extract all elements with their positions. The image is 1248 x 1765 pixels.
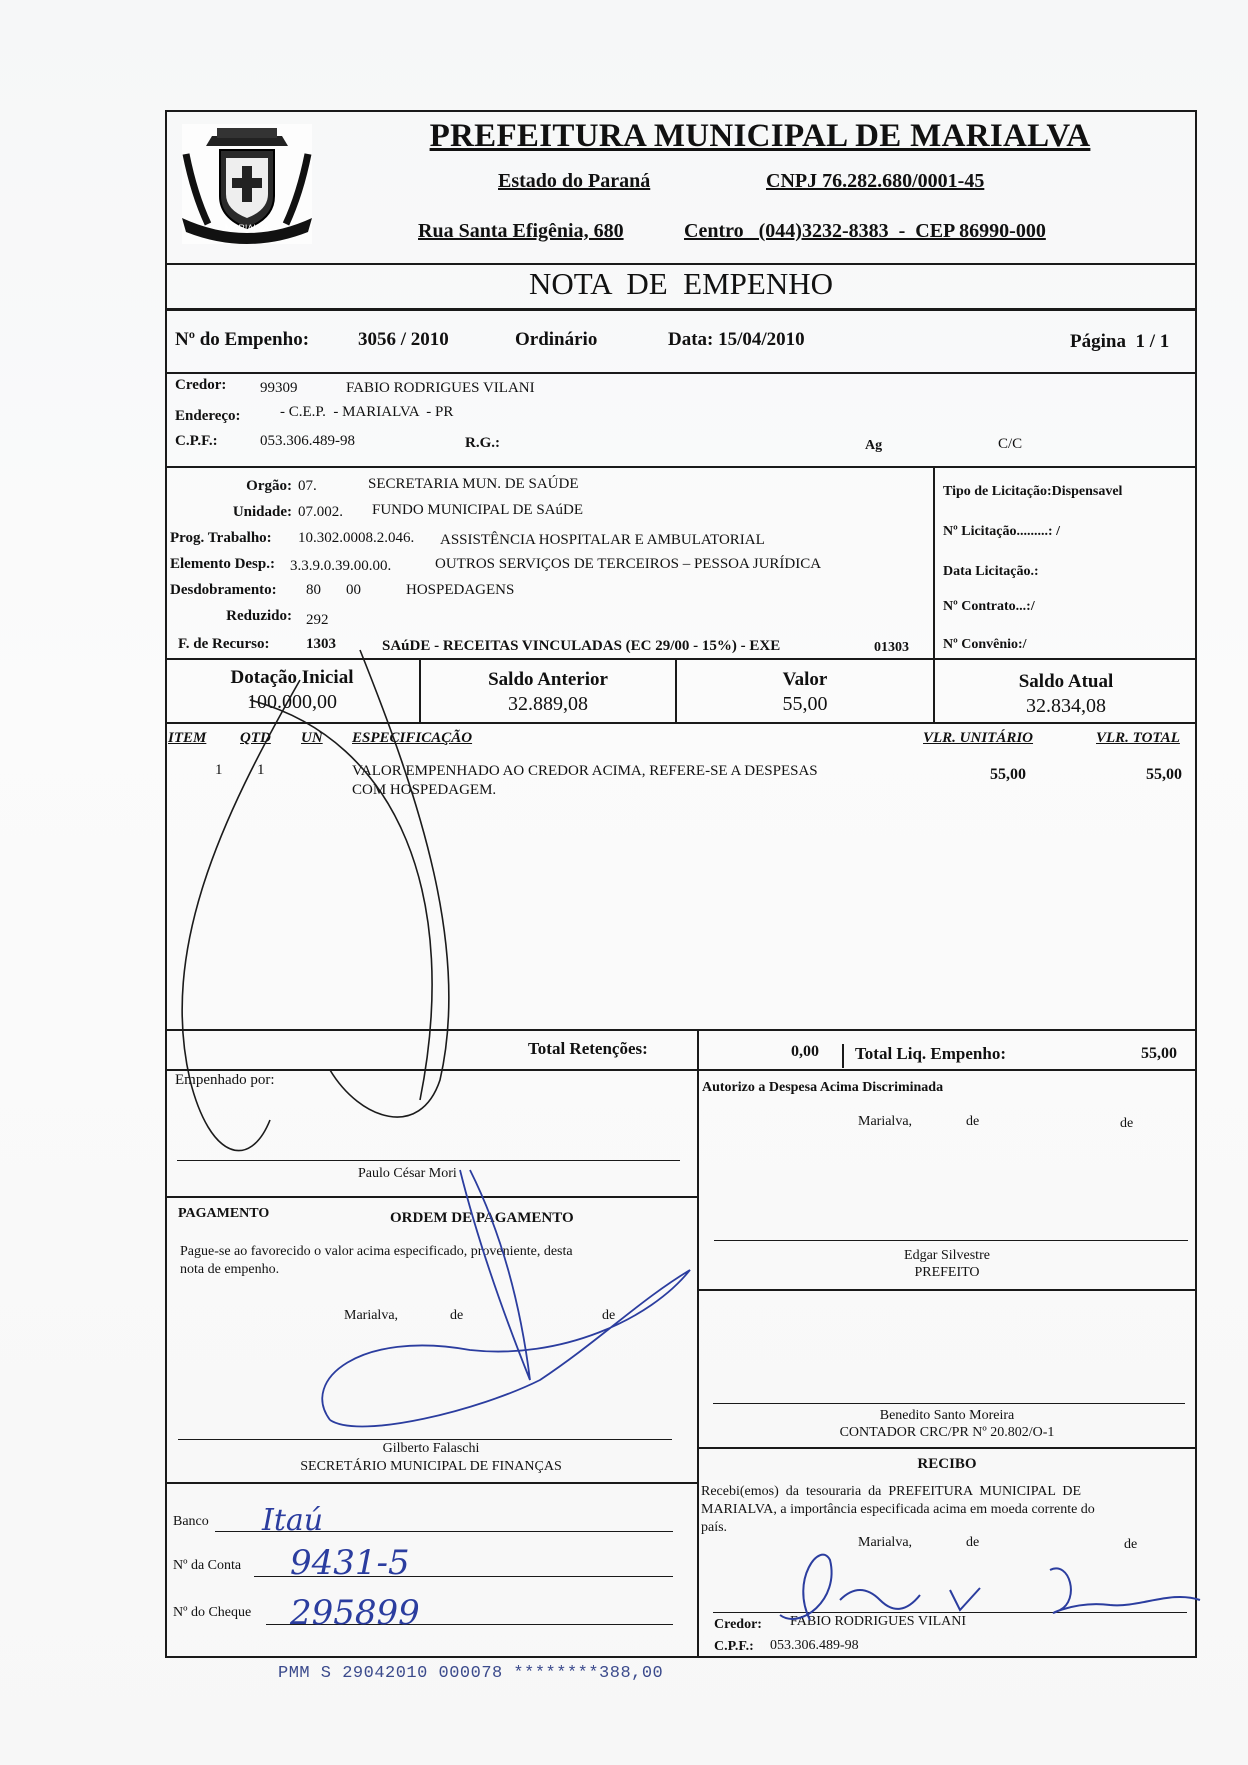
prefeito-role: PREFEITO	[914, 1265, 980, 1280]
banco-handwritten: Itaú	[262, 1503, 324, 1538]
recurso-number: 01303	[874, 640, 909, 655]
col-qtd: QTD	[240, 730, 271, 746]
rg-label: R.G.:	[465, 435, 500, 451]
cheque-handwritten: 295899	[290, 1593, 420, 1633]
empenho-number: 3056 / 2010	[358, 329, 449, 350]
item-qtd: 1	[257, 762, 265, 778]
state-label: Estado do Paraná	[498, 170, 651, 192]
cancel-loop-stroke	[182, 650, 449, 1151]
recurso-code: 1303	[306, 636, 336, 652]
prog-label: Prog. Trabalho:	[170, 530, 272, 546]
col-un: UN	[301, 730, 323, 746]
reduzido-label: Reduzido:	[226, 608, 292, 624]
item-total-value: 55,00	[1146, 766, 1182, 783]
saldo-anterior-label: Saldo Anterior	[488, 669, 608, 690]
pagamento-label: PAGAMENTO	[178, 1206, 270, 1221]
col-especificacao: ESPECIFICAÇÃO	[352, 730, 473, 746]
paid-signature-stroke	[322, 1170, 690, 1426]
recibo-de2: de	[1124, 1537, 1138, 1552]
page-number: Página 1 / 1	[1070, 331, 1170, 352]
credor-name: FABIO RODRIGUES VILANI	[346, 380, 535, 396]
phone-cep-label: Centro (044)3232-8383 - CEP 86990-000	[684, 220, 1046, 242]
licitacao-numero: Nº Licitação.........: /	[943, 524, 1060, 539]
cpf-label: C.P.F.:	[175, 433, 218, 449]
reduzido-value: 292	[306, 612, 329, 628]
recibo-credor-label: Credor:	[714, 1617, 762, 1632]
cashier-stamp: PMM S 29042010 000078 ********388,00	[278, 1664, 664, 1683]
unidade-label: Unidade:	[232, 504, 292, 520]
receipt-signature-stroke	[780, 1555, 1200, 1620]
orgao-value: SECRETARIA MUN. DE SAÚDE	[368, 476, 579, 492]
retencoes-value: 0,00	[791, 1043, 819, 1060]
secretario-role: SECRETÁRIO MUNICIPAL DE FINANÇAS	[300, 1459, 562, 1474]
prog-code: 10.302.0008.2.046.	[298, 530, 415, 546]
autorizo-de1: de	[966, 1114, 980, 1129]
item-number: 1	[215, 762, 223, 778]
contador-role: CONTADOR CRC/PR Nº 20.802/O-1	[839, 1425, 1055, 1440]
prefeito-name: Edgar Silvestre	[904, 1248, 990, 1263]
credor-cpf: 053.306.489-98	[260, 433, 355, 449]
desdob-a: 80	[306, 582, 321, 598]
recibo-line3: país.	[701, 1520, 728, 1535]
dotacao-value: 100.000,00	[247, 691, 337, 713]
item-unit-value: 55,00	[990, 766, 1026, 783]
desdob-label: Desdobramento:	[170, 582, 277, 598]
desdob-b: 00	[346, 582, 361, 598]
saldo-anterior-value: 32.889,08	[508, 693, 588, 715]
address-label: Rua Santa Efigênia, 680	[418, 220, 624, 242]
recibo-line2: MARIALVA, a importância especificada acima em moeda corrente do	[701, 1502, 1095, 1517]
col-item: ITEM	[168, 730, 207, 746]
empenho-label: Nº do Empenho:	[175, 329, 310, 350]
unidade-value: FUNDO MUNICIPAL DE SAúDE	[372, 502, 583, 518]
credor-code: 99309	[260, 380, 298, 396]
elemento-label: Elemento Desp.:	[170, 556, 275, 572]
elemento-value: OUTROS SERVIÇOS DE TERCEIROS – PESSOA JURÍDICA	[435, 556, 822, 572]
autorizo-text: Autorizo a Despesa Acima Discriminada	[702, 1080, 944, 1095]
recibo-de1: de	[966, 1535, 980, 1550]
licitacao-convenio: Nº Convênio:/	[943, 637, 1027, 652]
address-field-label: Endereço:	[175, 408, 241, 424]
total-liq-value: 55,00	[1141, 1045, 1177, 1062]
pagamento-de1: de	[450, 1308, 464, 1323]
contador-name: Benedito Santo Moreira	[879, 1408, 1015, 1423]
conta-handwritten: 9431-5	[290, 1543, 410, 1583]
empenho-kind: Ordinário	[515, 329, 598, 350]
cnpj-label: CNPJ 76.282.680/0001-45	[766, 170, 985, 192]
item-desc-line2: COM HOSPEDAGEM.	[352, 782, 497, 798]
autorizo-de2: de	[1120, 1116, 1134, 1131]
licitacao-data: Data Licitação.:	[943, 564, 1039, 579]
conta-label: Nº da Conta	[173, 1558, 242, 1573]
valor-value: 55,00	[782, 693, 828, 715]
licitacao-tipo: Tipo de Licitação:Dispensavel	[943, 484, 1123, 499]
credor-address: - C.E.P. - MARIALVA - PR	[280, 404, 454, 420]
empenho-date: Data: 15/04/2010	[668, 329, 805, 350]
total-liq-label: Total Liq. Empenho:	[855, 1044, 1006, 1063]
pague-line1: Pague-se ao favorecido o valor acima especificado, proveniente, desta	[180, 1244, 573, 1259]
recibo-credor-name: FABIO RODRIGUES VILANI	[790, 1614, 967, 1629]
recibo-cpf-label: C.P.F.:	[714, 1639, 754, 1654]
pagamento-de2: de	[602, 1308, 616, 1323]
item-desc-line1: VALOR EMPENHADO AO CREDOR ACIMA, REFERE-SE A DESPESAS	[352, 763, 818, 779]
empenhado-name: Paulo César Mori	[358, 1166, 457, 1181]
unidade-code: 07.002.	[298, 504, 343, 520]
col-vlr-total: VLR. TOTAL	[1096, 730, 1180, 746]
secretario-name: Gilberto Falaschi	[382, 1441, 480, 1456]
ordem-pagamento-label: ORDEM DE PAGAMENTO	[390, 1210, 574, 1226]
elemento-code: 3.3.9.0.39.00.00.	[290, 558, 392, 574]
ag-label: Ag	[865, 438, 883, 453]
pague-line2: nota de empenho.	[180, 1262, 280, 1277]
licitacao-contrato: Nº Contrato...:/	[943, 599, 1035, 614]
recibo-label: RECIBO	[917, 1456, 977, 1472]
seal-text: MARIALVA	[224, 223, 270, 233]
saldo-atual-label: Saldo Atual	[1018, 671, 1114, 692]
doc-title: NOTA DE EMPENHO	[528, 266, 834, 301]
dotacao-label: Dotação Inicial	[230, 667, 354, 688]
municipality-title: PREFEITURA MUNICIPAL DE MARIALVA	[429, 118, 1091, 154]
retencoes-label: Total Retenções:	[528, 1039, 648, 1058]
desdob-value: HOSPEDAGENS	[406, 582, 515, 598]
cheque-label: Nº do Cheque	[173, 1605, 252, 1620]
orgao-code: 07.	[298, 478, 317, 494]
cc-label: C/C	[998, 436, 1023, 452]
recurso-label: F. de Recurso:	[178, 636, 270, 652]
recibo-line1: Recebi(emos) da tesouraria da PREFEITURA MUNICIPAL DE	[701, 1484, 1082, 1499]
recibo-city: Marialva,	[858, 1535, 913, 1550]
valor-label: Valor	[782, 669, 828, 690]
orgao-label: Orgão:	[246, 478, 292, 494]
credor-label: Credor:	[175, 377, 227, 393]
recibo-cpf: 053.306.489-98	[770, 1638, 859, 1653]
prog-value: ASSISTÊNCIA HOSPITALAR E AMBULATORIAL	[440, 532, 765, 548]
pagamento-city: Marialva,	[344, 1308, 399, 1323]
recurso-value: SAúDE - RECEITAS VINCULADAS (EC 29/00 - 15%) - EXE	[382, 638, 781, 654]
col-vlr-unitario: VLR. UNITÁRIO	[923, 730, 1034, 746]
banco-label: Banco	[173, 1514, 209, 1529]
empenhado-label: Empenhado por:	[175, 1072, 275, 1088]
autorizo-city: Marialva,	[858, 1114, 913, 1129]
saldo-atual-value: 32.834,08	[1026, 695, 1106, 717]
